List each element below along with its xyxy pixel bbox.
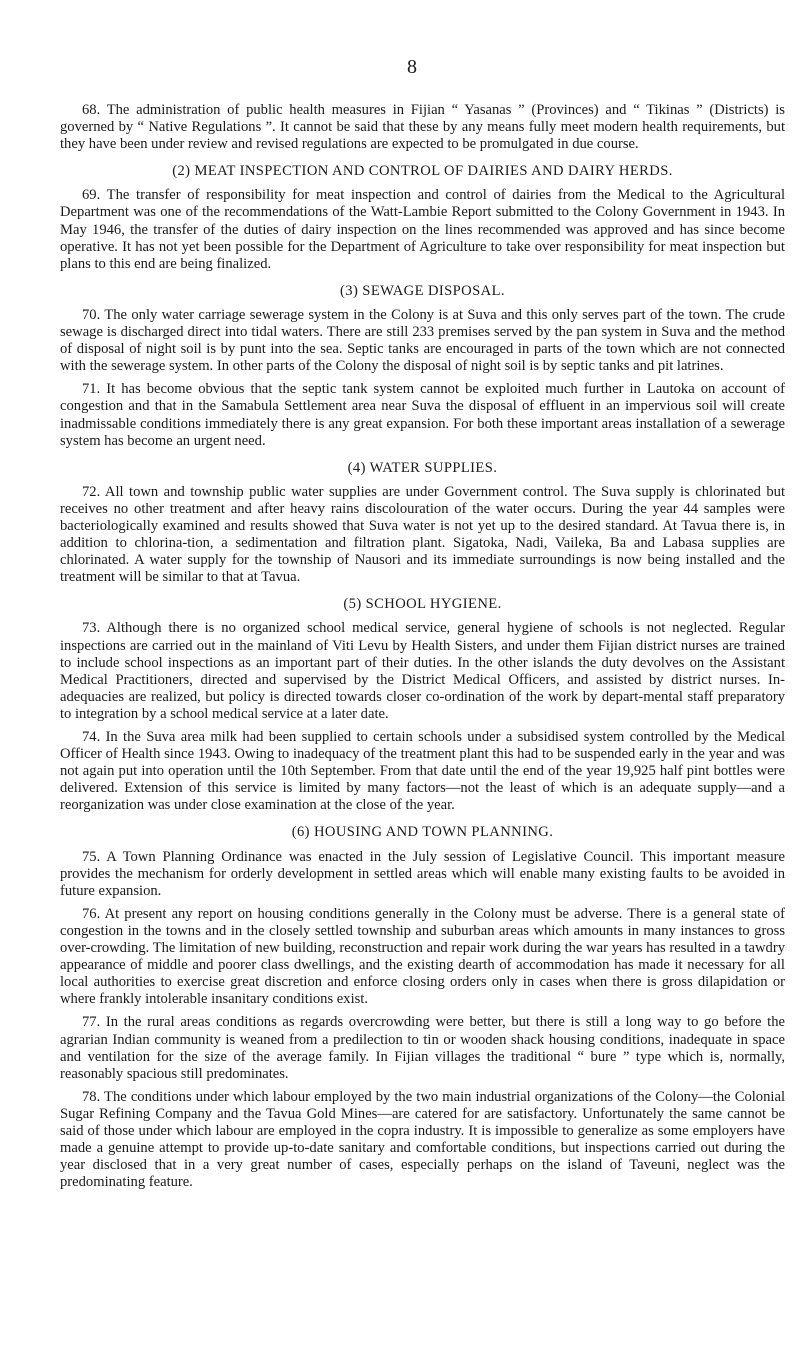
paragraph-74: 74. In the Suva area milk had been supplied to certain schools under a subsidised system controlled by the Medical Officer of Health since 1943. Owing to inadequacy of the treatment plant this had to be suspended early in the year and was not again put into operation until the 10th September. From that date until the end of the year 19,925 half pint bottles were delivered. Extension of this service is limited by many factors—not the least of which is an adequate supply—and a reorganization was under close examination at the close of the year.: [60, 729, 785, 814]
paragraph-78: 78. The conditions under which labour employed by the two main industrial organizations of the Colony—the Colonial Sugar Refining Company and the Tavua Gold Mines—are catered for are satisfactory. Unfortunately the same cannot be said of those under which labour are employed in the copra industry. It is impossible to generalize as some employers have made a genuine attempt to provide up-to-date sanitary and comfortable conditions, but inspections carried out during the year disclosed that in a very great number of cases, especially perhaps on the island of Taveuni, neglect was the predominating feature.: [60, 1088, 785, 1191]
section-heading-housing-town-planning: (6) HOUSING AND TOWN PLANNING.: [291, 824, 554, 841]
section-heading-meat-inspection: (2) MEAT INSPECTION AND CONTROL OF DAIRIES AND DAIRY HERDS.: [172, 163, 673, 180]
section-heading-school-hygiene: (5) SCHOOL HYGIENE.: [343, 596, 502, 613]
paragraph-70: 70. The only water carriage sewerage system in the Colony is at Suva and this only serves part of the town. The crude sewage is discharged direct into tidal waters. There are still 233 premises served by the pan system in Suva and the method of disposal of night soil is by punt into the sea. Septic tanks are encouraged in parts of the town which are not connected with the sewerage system. In other parts of the Colony the disposal of night soil is by septic tanks and pit latrines.: [60, 306, 785, 375]
paragraph-71: 71. It has become obvious that the septic tank system cannot be exploited much further in Lautoka on account of congestion and that in the Samabula Settlement area near Suva the disposal of effluent in an impervious soil will create inadmissable conditions immediately there is any great expansion. For both these important areas installation of a sewerage system has become an urgent need.: [60, 381, 785, 449]
paragraph-77: 77. In the rural areas conditions as regards overcrowding were better, but there is still a long way to go before the agrarian Indian community is weaned from a predilection to tin or wooden shack housing conditions, inadequate in space and ventilation for the size of the average family. In Fijian villages the traditional “ bure ” type which is, normally, reasonably spacious still predominates.: [60, 1014, 785, 1082]
paragraph-75: 75. A Town Planning Ordinance was enacted in the July session of Legislative Council. This important measure provides the mechanism for orderly development in settled areas which will enable many existing faults to be avoided in future expansion.: [60, 848, 785, 899]
paragraph-73: 73. Although there is no organized school medical service, general hygiene of schools is not neglected. Regular inspections are carried out in the mainland of Viti Levu by Health Sisters, and under them Fijian district nurses are trained to include school inspections as an important part of their duties. In the other islands the duty devolves on the Assistant Medical Practitioners, directed and supervised by the District Medical Officers, and assisted by district nurses. In-adequacies are realized, but policy is directed towards closer co-ordination of the work by depart-mental staff preparatory to integration by a school medical service at a later date.: [60, 620, 785, 722]
section-heading-sewage-disposal: (3) SEWAGE DISPOSAL.: [340, 282, 505, 299]
page-body: [60, 102, 785, 1197]
section-heading-water-supplies: (4) WATER SUPPLIES.: [347, 459, 498, 476]
paragraph-69: 69. The transfer of responsibility for meat inspection and control of dairies from the Medical to the Agricultural Department was one of the recommendations of the Watt-Lambie Report submitted to the Colony Government in 1943. In May 1946, the transfer of the duties of dairy inspection on the lines recommended was approved and has since become operative. It has not yet been possible for the Department of Agriculture to take over responsibility for meat inspection but plans to this end are being finalized.: [60, 187, 785, 272]
paragraph-76: 76. At present any report on housing conditions generally in the Colony must be adverse. There is a general state of congestion in the towns and in the closely settled township and suburban areas which amounts in many instances to gross over-crowding. The limitation of new building, reconstruction and repair work during the war years has resulted in a tawdry appearance of middle and poorer class dwellings, and the existing dearth of accommodation has made it necessary for all local authorities to exercise great discretion and enforce closing orders only in cases when there is gross dilapidation or where frankly intolerable insanitary conditions exist.: [60, 905, 785, 1008]
paragraph-72: 72. All town and township public water supplies are under Government control. The Suva supply is chlorinated but receives no other treatment and after heavy rains discolouration of the water occurs. During the year 44 samples were bacteriologically examined and results showed that Suva water is not yet up to the desired standard. At Tavua there is, in addition to chlorina-tion, a sedimentation and filtration plant. Sigatoka, Nadi, Vaileka, Ba and Labasa supplies are chlorinated. A water supply for the township of Nausori and its immediate surroundings is now being installed and the treatment will be similar to that at Tavua.: [60, 483, 785, 586]
page-number: 8: [407, 56, 417, 78]
paragraph-68: 68. The administration of public health measures in Fijian “ Yasanas ” (Provinces) and “ Tikinas ” (Districts) is governed by “ Native Regulations ”. It cannot be said that these by any means fully meet modern health requirements, but they have been under review and revised regulations are expected to be promulgated in due course.: [60, 102, 785, 153]
